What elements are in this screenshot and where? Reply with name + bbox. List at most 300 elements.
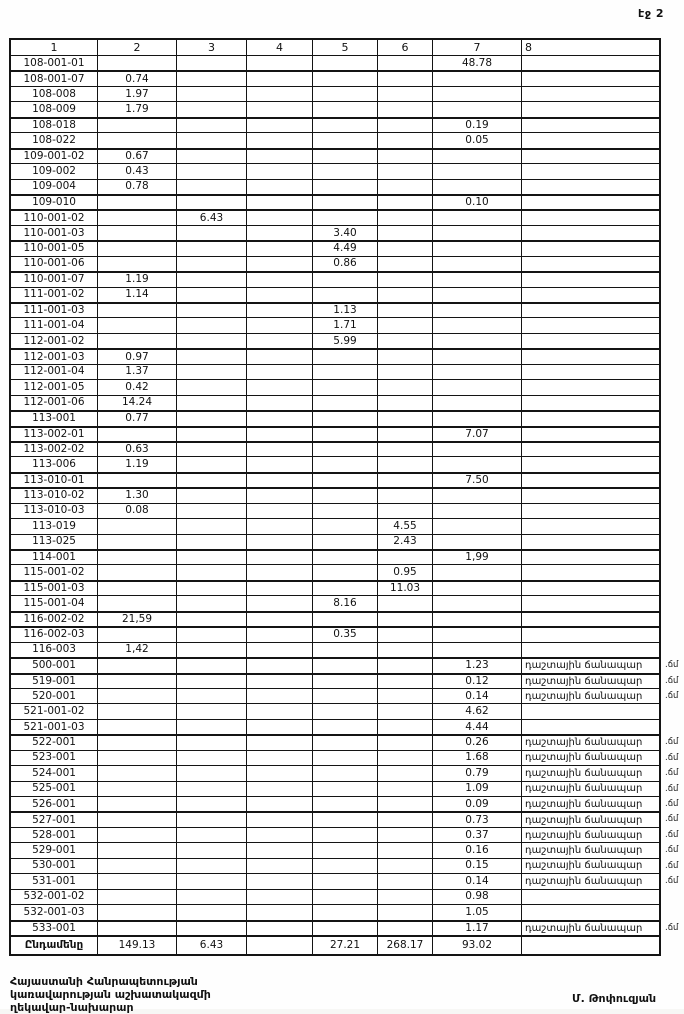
table-row	[11, 843, 679, 858]
table-header-row	[11, 40, 659, 56]
row-cell-col7	[433, 334, 522, 349]
row-cell-col1: 109-004	[11, 180, 98, 195]
table-row	[11, 720, 659, 735]
table-row	[11, 272, 659, 287]
table-row	[11, 596, 659, 611]
row-cell-col5	[313, 411, 378, 426]
row-cell-col4	[247, 427, 313, 442]
row-cell-col1: 500-001	[11, 658, 98, 673]
row-cell-col5	[313, 272, 378, 287]
row-cell-col8	[522, 411, 659, 426]
row-cell-col4	[247, 890, 313, 905]
row-cell-col2	[98, 257, 177, 272]
row-cell-col7: 0.05	[433, 133, 522, 148]
row-cell-col6	[378, 87, 433, 102]
row-cell-col1: 111-001-04	[11, 318, 98, 333]
row-cell-col8	[522, 118, 659, 133]
row-cell-col6	[378, 751, 433, 766]
table-row	[11, 427, 659, 442]
row-cell-col2	[98, 241, 177, 256]
row-cell-col8	[522, 365, 659, 380]
row-cell-col8	[522, 720, 659, 735]
row-cell-col5	[313, 797, 378, 812]
row-cell-col7	[433, 488, 522, 503]
row-cell-col3: 6.43	[177, 210, 247, 225]
row-cell-col2	[98, 658, 177, 673]
total-cell-col7: 93.02	[433, 937, 522, 954]
row-cell-col2: 1.19	[98, 457, 177, 472]
row-cell-col2	[98, 565, 177, 580]
row-cell-col7: 1.17	[433, 921, 522, 936]
row-cell-col4	[247, 921, 313, 936]
row-cell-col1: 108-001-01	[11, 56, 98, 71]
table-row	[11, 457, 659, 472]
row-cell-col4	[247, 612, 313, 627]
row-cell-col2	[98, 751, 177, 766]
table-row	[11, 859, 679, 874]
row-cell-col1: 113-010-03	[11, 504, 98, 519]
row-cell-col1: 110-001-06	[11, 257, 98, 272]
row-cell-col4	[247, 874, 313, 889]
row-cell-col4	[247, 241, 313, 256]
row-cell-col7	[433, 180, 522, 195]
row-cell-col1: 114-001	[11, 550, 98, 565]
row-cell-col4	[247, 519, 313, 534]
row-cell-col7	[433, 411, 522, 426]
row-cell-col7	[433, 226, 522, 241]
row-cell-col7	[433, 164, 522, 179]
row-cell-col4	[247, 565, 313, 580]
table-row	[11, 890, 659, 905]
row-cell-col3	[177, 720, 247, 735]
table-row	[11, 658, 679, 673]
row-cell-col8	[522, 519, 659, 534]
row-cell-col1: 522-001	[11, 735, 98, 750]
row-cell-col2	[98, 720, 177, 735]
table-row	[11, 797, 679, 812]
row-cell-col5: 8.16	[313, 596, 378, 611]
total-cell-col2: 149.13	[98, 937, 177, 954]
row-cell-col2	[98, 596, 177, 611]
row-cell-col4	[247, 149, 313, 164]
row-cell-col4	[247, 627, 313, 642]
row-cell-col1: 112-001-02	[11, 334, 98, 349]
row-cell-col6: 11.03	[378, 581, 433, 596]
margin-note: .ճմ	[665, 783, 679, 794]
row-cell-col6	[378, 411, 433, 426]
row-cell-col8: դաշտային ճանապար	[522, 812, 659, 827]
table-row	[11, 288, 659, 303]
row-cell-col4	[247, 643, 313, 658]
row-cell-col6	[378, 102, 433, 117]
row-cell-col7	[433, 612, 522, 627]
table-row	[11, 102, 659, 117]
row-cell-col1: 526-001	[11, 797, 98, 812]
row-cell-col4	[247, 195, 313, 210]
total-cell-col8	[522, 937, 659, 954]
row-cell-col6	[378, 689, 433, 704]
row-cell-col5	[313, 56, 378, 71]
row-cell-col5	[313, 843, 378, 858]
row-cell-col3	[177, 380, 247, 395]
table-row	[11, 735, 679, 750]
row-cell-col4	[247, 581, 313, 596]
row-cell-col1: 525-001	[11, 782, 98, 797]
row-cell-col2	[98, 859, 177, 874]
row-cell-col8	[522, 442, 659, 457]
row-cell-col5: 1.71	[313, 318, 378, 333]
row-cell-col4	[247, 380, 313, 395]
row-cell-col6	[378, 118, 433, 133]
row-cell-col3	[177, 921, 247, 936]
row-cell-col8	[522, 565, 659, 580]
table-row	[11, 704, 659, 719]
row-cell-col3	[177, 396, 247, 411]
row-cell-col6	[378, 241, 433, 256]
row-cell-col7: 0.37	[433, 828, 522, 843]
row-cell-col7: 0.79	[433, 766, 522, 781]
row-cell-col6	[378, 504, 433, 519]
row-cell-col4	[247, 843, 313, 858]
row-cell-col5	[313, 133, 378, 148]
row-cell-col8	[522, 318, 659, 333]
row-cell-col2: 1.37	[98, 365, 177, 380]
row-cell-col7	[433, 596, 522, 611]
row-cell-col7: 0.15	[433, 859, 522, 874]
row-cell-col5	[313, 519, 378, 534]
row-cell-col8: դաշտային ճանապար	[522, 859, 659, 874]
row-cell-col7	[433, 272, 522, 287]
row-cell-col8	[522, 195, 659, 210]
row-cell-col4	[247, 71, 313, 86]
row-cell-col1: 113-010-02	[11, 488, 98, 503]
row-cell-col5	[313, 87, 378, 102]
row-cell-col3	[177, 118, 247, 133]
row-cell-col1: 521-001-02	[11, 704, 98, 719]
row-cell-col2: 0.97	[98, 349, 177, 364]
row-cell-col7: 1.68	[433, 751, 522, 766]
row-cell-col5	[313, 164, 378, 179]
row-cell-col6	[378, 195, 433, 210]
margin-note: .ճմ	[665, 675, 679, 686]
row-cell-col2	[98, 195, 177, 210]
row-cell-col8	[522, 87, 659, 102]
row-cell-col5	[313, 535, 378, 550]
row-cell-col5	[313, 643, 378, 658]
row-cell-col4	[247, 303, 313, 318]
row-cell-col8: դաշտային ճանապար	[522, 689, 659, 704]
row-cell-col4	[247, 550, 313, 565]
row-cell-col6	[378, 905, 433, 920]
row-cell-col7	[433, 210, 522, 225]
row-cell-col1: 108-001-07	[11, 71, 98, 86]
row-cell-col7: 0.26	[433, 735, 522, 750]
table-row	[11, 257, 659, 272]
row-cell-col3	[177, 689, 247, 704]
row-cell-col4	[247, 828, 313, 843]
row-cell-col8	[522, 349, 659, 364]
row-cell-col6	[378, 643, 433, 658]
row-cell-col1: 528-001	[11, 828, 98, 843]
row-cell-col4	[247, 334, 313, 349]
row-cell-col6	[378, 427, 433, 442]
row-cell-col4	[247, 457, 313, 472]
margin-note: .ճմ	[665, 829, 679, 840]
row-cell-col2	[98, 828, 177, 843]
row-cell-col1: 529-001	[11, 843, 98, 858]
row-cell-col4	[247, 782, 313, 797]
row-cell-col7	[433, 102, 522, 117]
row-cell-col2	[98, 689, 177, 704]
table-row	[11, 349, 659, 364]
row-cell-col6	[378, 766, 433, 781]
row-cell-col4	[247, 396, 313, 411]
row-cell-col1: 116-002-02	[11, 612, 98, 627]
row-cell-col7	[433, 627, 522, 642]
row-cell-col4	[247, 56, 313, 71]
row-cell-col6: 2.43	[378, 535, 433, 550]
row-cell-col3	[177, 318, 247, 333]
row-cell-col3	[177, 442, 247, 457]
row-cell-col6: 0.95	[378, 565, 433, 580]
row-cell-col6	[378, 164, 433, 179]
row-cell-col2	[98, 226, 177, 241]
row-cell-col2	[98, 627, 177, 642]
row-cell-col6	[378, 828, 433, 843]
row-cell-col1: 115-001-03	[11, 581, 98, 596]
row-cell-col6	[378, 257, 433, 272]
row-cell-col3	[177, 535, 247, 550]
row-cell-col5	[313, 812, 378, 827]
row-cell-col7	[433, 257, 522, 272]
row-cell-col1: 109-001-02	[11, 149, 98, 164]
row-cell-col3	[177, 812, 247, 827]
row-cell-col5	[313, 457, 378, 472]
row-cell-col6	[378, 627, 433, 642]
row-cell-col8	[522, 149, 659, 164]
row-cell-col2	[98, 550, 177, 565]
row-cell-col8	[522, 704, 659, 719]
row-cell-col2: 0.77	[98, 411, 177, 426]
row-cell-col1: 521-001-03	[11, 720, 98, 735]
row-cell-col4	[247, 859, 313, 874]
footer-line-1: Հայաստանի Հանրապետության	[10, 975, 198, 988]
row-cell-col7	[433, 365, 522, 380]
row-cell-col8	[522, 550, 659, 565]
row-cell-col2	[98, 905, 177, 920]
row-cell-col7	[433, 241, 522, 256]
row-cell-col6	[378, 596, 433, 611]
table-row	[11, 56, 659, 71]
row-cell-col8	[522, 272, 659, 287]
row-cell-col8	[522, 288, 659, 303]
row-cell-col6	[378, 71, 433, 86]
row-cell-col6	[378, 735, 433, 750]
row-cell-col1: 109-010	[11, 195, 98, 210]
row-cell-col5: 4.49	[313, 241, 378, 256]
row-cell-col6	[378, 859, 433, 874]
row-cell-col6	[378, 797, 433, 812]
row-cell-col5	[313, 905, 378, 920]
header-cell-col5: 5	[313, 40, 378, 56]
row-cell-col3	[177, 643, 247, 658]
row-cell-col2	[98, 735, 177, 750]
row-cell-col1: 108-022	[11, 133, 98, 148]
row-cell-col3	[177, 596, 247, 611]
row-cell-col8	[522, 303, 659, 318]
row-cell-col5	[313, 118, 378, 133]
row-cell-col6	[378, 488, 433, 503]
header-cell-col6: 6	[378, 40, 433, 56]
row-cell-col7: 1.23	[433, 658, 522, 673]
row-cell-col7	[433, 71, 522, 86]
row-cell-col6	[378, 303, 433, 318]
row-cell-col1: 111-001-03	[11, 303, 98, 318]
row-cell-col2	[98, 303, 177, 318]
row-cell-col2: 0.63	[98, 442, 177, 457]
row-cell-col7: 0.98	[433, 890, 522, 905]
row-cell-col7: 0.19	[433, 118, 522, 133]
row-cell-col5: 0.86	[313, 257, 378, 272]
row-cell-col4	[247, 689, 313, 704]
row-cell-col8: դաշտային ճանապար	[522, 674, 659, 689]
row-cell-col4	[247, 365, 313, 380]
row-cell-col8	[522, 56, 659, 71]
row-cell-col8	[522, 71, 659, 86]
total-cell-col5: 27.21	[313, 937, 378, 954]
row-cell-col1: 113-002-01	[11, 427, 98, 442]
row-cell-col3	[177, 411, 247, 426]
row-cell-col5	[313, 859, 378, 874]
row-cell-col5	[313, 674, 378, 689]
table-row	[11, 535, 659, 550]
row-cell-col4	[247, 751, 313, 766]
table-row	[11, 226, 659, 241]
row-cell-col6	[378, 874, 433, 889]
row-cell-col3	[177, 519, 247, 534]
margin-note: .ճմ	[665, 768, 679, 779]
row-cell-col6	[378, 890, 433, 905]
row-cell-col2	[98, 535, 177, 550]
row-cell-col3	[177, 504, 247, 519]
row-cell-col6	[378, 133, 433, 148]
row-cell-col1: 523-001	[11, 751, 98, 766]
row-cell-col1: 110-001-02	[11, 210, 98, 225]
row-cell-col3	[177, 766, 247, 781]
row-cell-col8	[522, 210, 659, 225]
row-cell-col5	[313, 704, 378, 719]
row-cell-col6	[378, 720, 433, 735]
table-row	[11, 118, 659, 133]
row-cell-col7: 0.14	[433, 874, 522, 889]
row-cell-col1: 524-001	[11, 766, 98, 781]
row-cell-col4	[247, 133, 313, 148]
row-cell-col6	[378, 56, 433, 71]
row-cell-col1: 116-002-03	[11, 627, 98, 642]
row-cell-col3	[177, 257, 247, 272]
row-cell-col2	[98, 797, 177, 812]
row-cell-col4	[247, 905, 313, 920]
table-row	[11, 674, 679, 689]
row-cell-col4	[247, 720, 313, 735]
row-cell-col5	[313, 581, 378, 596]
table-row	[11, 828, 679, 843]
row-cell-col5	[313, 921, 378, 936]
row-cell-col5	[313, 766, 378, 781]
row-cell-col5	[313, 288, 378, 303]
row-cell-col5	[313, 720, 378, 735]
margin-note: .ճմ	[665, 660, 679, 671]
row-cell-col5	[313, 658, 378, 673]
row-cell-col4	[247, 704, 313, 719]
row-cell-col3	[177, 427, 247, 442]
table-row	[11, 380, 659, 395]
row-cell-col2	[98, 318, 177, 333]
row-cell-col3	[177, 674, 247, 689]
row-cell-col4	[247, 766, 313, 781]
table-row	[11, 812, 679, 827]
row-cell-col8	[522, 396, 659, 411]
row-cell-col4	[247, 272, 313, 287]
row-cell-col8	[522, 164, 659, 179]
margin-note: .ճմ	[665, 814, 679, 825]
row-cell-col4	[247, 349, 313, 364]
table-row	[11, 874, 679, 889]
row-cell-col3	[177, 704, 247, 719]
row-cell-col8	[522, 226, 659, 241]
row-cell-col6	[378, 812, 433, 827]
row-cell-col6	[378, 226, 433, 241]
header-cell-col7: 7	[433, 40, 522, 56]
row-cell-col6	[378, 380, 433, 395]
table-row	[11, 87, 659, 102]
row-cell-col1: 113-019	[11, 519, 98, 534]
table-row	[11, 210, 659, 225]
row-cell-col4	[247, 288, 313, 303]
row-cell-col6	[378, 550, 433, 565]
table-body	[11, 56, 679, 936]
row-cell-col1: 532-001-03	[11, 905, 98, 920]
table-row	[11, 905, 659, 920]
row-cell-col5: 1.13	[313, 303, 378, 318]
row-cell-col4	[247, 504, 313, 519]
table-row	[11, 550, 659, 565]
row-cell-col6	[378, 334, 433, 349]
row-cell-col7	[433, 643, 522, 658]
row-cell-col5	[313, 473, 378, 488]
row-cell-col5	[313, 751, 378, 766]
row-cell-col5	[313, 442, 378, 457]
row-cell-col4	[247, 226, 313, 241]
row-cell-col2	[98, 704, 177, 719]
row-cell-col2: 1.30	[98, 488, 177, 503]
margin-note: .ճմ	[665, 876, 679, 887]
row-cell-col3	[177, 612, 247, 627]
row-cell-col4	[247, 658, 313, 673]
row-cell-col3	[177, 334, 247, 349]
margin-note: .ճմ	[665, 922, 679, 933]
row-cell-col1: 113-001	[11, 411, 98, 426]
row-cell-col6	[378, 843, 433, 858]
page-number: էջ 2	[638, 7, 664, 20]
table-row	[11, 565, 659, 580]
row-cell-col1: 113-010-01	[11, 473, 98, 488]
row-cell-col5	[313, 149, 378, 164]
header-cell-col2: 2	[98, 40, 177, 56]
row-cell-col3	[177, 843, 247, 858]
table-row	[11, 195, 659, 210]
row-cell-col8	[522, 905, 659, 920]
